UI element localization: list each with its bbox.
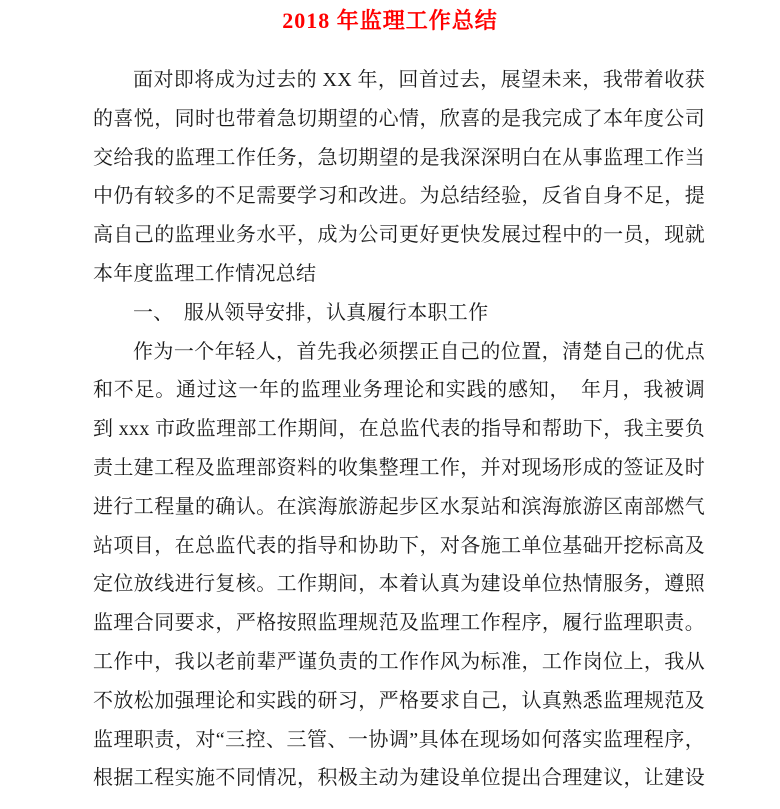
text-line: 站项目，在总监代表的指导和协助下，对各施工单位基础开挖标高及 — [93, 534, 705, 557]
text-line: 面对即将成为过去的 XX 年，回首过去，展望未来，我带着收获 — [133, 69, 705, 91]
text-line: 工作中，我以老前辈严谨负责的工作作风为标准，工作岗位上，我从 — [93, 650, 705, 673]
text-line: 作为一个年轻人，首先我必须摆正自己的位置，清楚自己的优点 — [133, 340, 705, 363]
text-line: 和不足。通过这一年的监理业务理论和实践的感知， 年月，我被调 — [93, 379, 705, 402]
text-line: 责土建工程及监理部资料的收集整理工作，并对现场形成的签证及时 — [93, 456, 705, 479]
text-line: 不放松加强理论和实践的研习，严格要求自己，认真熟悉监理规范及 — [93, 689, 705, 712]
text-line: 到 xxx 市政监理部工作期间，在总监代表的指导和帮助下，我主要负 — [93, 418, 705, 441]
text-line: 根据工程实施不同情况，积极主动为建设单位提出合理建议，让建设 — [93, 767, 705, 790]
page-title: 2018 年监理工作总结 — [282, 8, 498, 33]
text-line: 交给我的监理工作任务，急切期望的是我深深明白在从事监理工作当 — [93, 146, 705, 169]
text-line: 本年度监理工作情况总结 — [93, 262, 317, 285]
document-body — [93, 61, 705, 798]
section-heading: 一、 服从领导安排，认真履行本职工作 — [133, 301, 489, 324]
text-line: 中仍有较多的不足需要学习和改进。为总结经验，反省自身不足，提 — [93, 185, 705, 208]
text-line: 高自己的监理业务水平，成为公司更好更快发展过程中的一员，现就 — [93, 224, 705, 247]
text-line: 进行工程量的确认。在滨海旅游起步区水泵站和滨海旅游区南部燃气 — [93, 495, 705, 518]
text-line: 的喜悦，同时也带着急切期望的心情，欣喜的是我完成了本年度公司 — [93, 107, 705, 130]
text-line: 定位放线进行复核。工作期间，本着认真为建设单位热情服务，遵照 — [93, 573, 705, 596]
text-line: 监理合同要求，严格按照监理规范及监理工作程序，履行监理职责。 — [93, 612, 705, 635]
text-line: 监理职责，对“三控、三管、一协调”具体在现场如何落实监理程序， — [93, 728, 705, 751]
